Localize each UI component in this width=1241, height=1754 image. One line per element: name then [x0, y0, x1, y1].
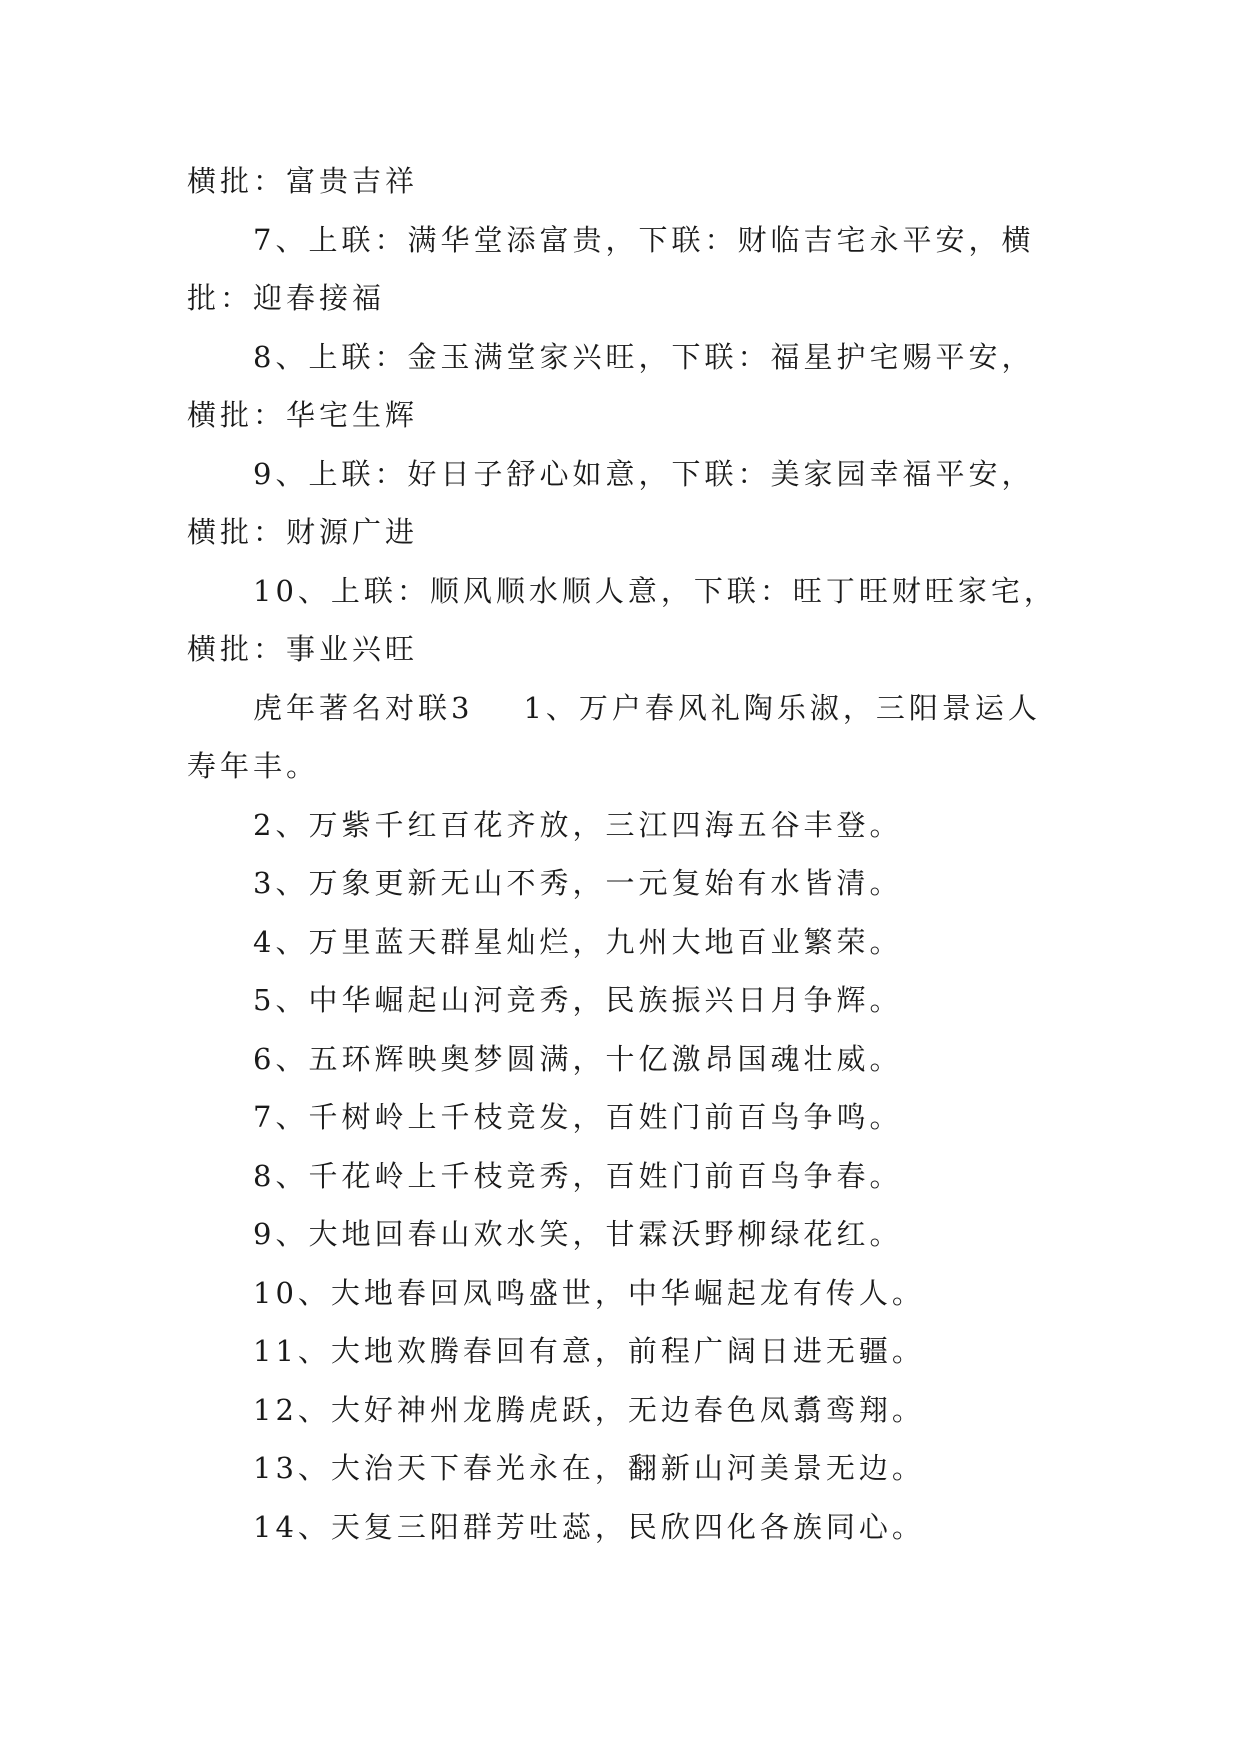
line-text: 4、万里蓝天群星灿烂，九州大地百业繁荣。	[253, 924, 903, 959]
text-line-21	[187, 1322, 1057, 1381]
text-line-13	[187, 854, 1057, 913]
text-line-24	[187, 1498, 1057, 1557]
line-text: 批：迎春接福	[187, 281, 386, 315]
text-line-16	[187, 1030, 1057, 1089]
text-line-15	[187, 971, 1057, 1030]
text-line-6	[187, 445, 1057, 504]
line-text: 7、上联：满华堂添富贵，下联：财临吉宅永平安，横	[253, 222, 1035, 257]
text-line-9	[187, 620, 1057, 679]
line-text: 6、五环辉映奥梦圆满，十亿激昂国魂壮威。	[253, 1041, 903, 1076]
text-line-10	[187, 679, 1057, 738]
line-text: 11、大地欢腾春回有意，前程广阔日进无疆。	[253, 1334, 925, 1368]
section-heading: 虎年著名对联3	[253, 690, 474, 725]
text-line-20	[187, 1264, 1057, 1323]
line-text: 14、天复三阳群芳吐蕊，民欣四化各族同心。	[253, 1509, 925, 1544]
line-text: 10、大地春回凤鸣盛世，中华崛起龙有传人。	[253, 1275, 925, 1310]
text-line-8	[187, 562, 1057, 621]
text-line-23	[187, 1439, 1057, 1498]
line-text: 5、中华崛起山河竞秀，民族振兴日月争辉。	[253, 983, 903, 1017]
line-text: 2、万紫千红百花齐放，三江四海五谷丰登。	[253, 807, 903, 842]
line-text: 寿年丰。	[187, 749, 320, 783]
text-line-7	[187, 503, 1057, 562]
text-line-4	[187, 328, 1057, 387]
text-line-17	[187, 1088, 1057, 1147]
text-line-19	[187, 1205, 1057, 1264]
line-text: 1、万户春风礼陶乐淑，三阳景运人	[523, 690, 1041, 725]
line-text: 12、大好神州龙腾虎跃，无边春色凤翥鸾翔。	[253, 1392, 925, 1427]
text-line-22	[187, 1381, 1057, 1440]
text-line-18	[187, 1147, 1057, 1206]
line-text: 横批：华宅生辉	[187, 398, 419, 432]
line-text: 横批：富贵吉祥	[187, 164, 419, 198]
text-line-11	[187, 737, 1057, 796]
line-text: 9、上联：好日子舒心如意，下联：美家园幸福平安，	[253, 456, 1035, 491]
line-text: 3、万象更新无山不秀，一元复始有水皆清。	[253, 866, 903, 900]
line-text: 8、上联：金玉满堂家兴旺，下联：福星护宅赐平安，	[253, 339, 1035, 374]
text-line-5	[187, 386, 1057, 445]
line-text: 10、上联：顺风顺水顺人意，下联：旺丁旺财旺家宅，	[253, 573, 1057, 608]
text-line-1	[187, 152, 1057, 211]
line-text: 9、大地回春山欢水笑，甘霖沃野柳绿花红。	[253, 1217, 903, 1251]
text-line-14	[187, 913, 1057, 972]
text-line-2	[187, 211, 1057, 270]
document-page	[187, 152, 1057, 1556]
line-text: 8、千花岭上千枝竞秀，百姓门前百鸟争春。	[253, 1158, 903, 1193]
line-text: 13、大治天下春光永在，翻新山河美景无边。	[253, 1451, 925, 1485]
line-text: 横批：事业兴旺	[187, 632, 419, 666]
line-text: 横批：财源广进	[187, 515, 419, 549]
line-text: 7、千树岭上千枝竞发，百姓门前百鸟争鸣。	[253, 1100, 903, 1134]
text-line-12	[187, 796, 1057, 855]
text-line-3	[187, 269, 1057, 328]
